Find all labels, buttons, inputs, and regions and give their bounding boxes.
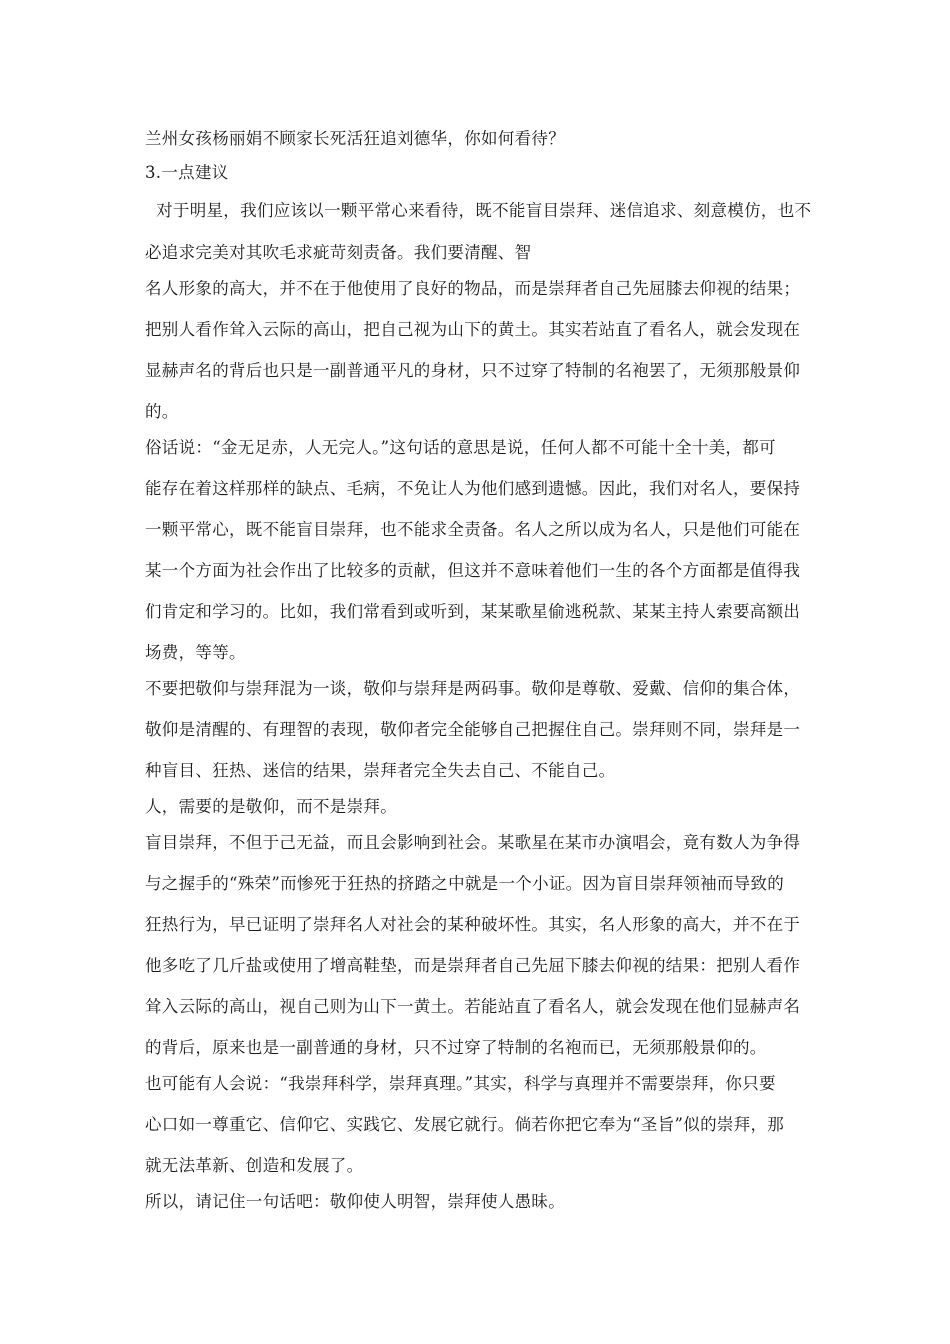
text-line-18: 人，需要的是敬仰，而不是崇拜。 (145, 797, 397, 816)
text-line-7: 显赫声名的背后也只是一副普通平凡的身材，只不过穿了特制的名袍罢了，无须那般景仰 (145, 361, 801, 380)
text-line-25: 也可能有人会说：“我崇拜科学，崇拜真理。”其实，科学与真理并不需要崇拜，你只要 (145, 1074, 776, 1093)
text-line-14: 场费，等等。 (145, 643, 246, 662)
text-line-6: 把别人看作耸入云际的高山，把自己视为山下的黄土。其实若站直了看名人，就会发现在 (145, 320, 801, 339)
text-line-3: 对于明星，我们应该以一颗平常心来看待，既不能盲目崇拜、迷信追求、刻意模仿，也不 (145, 201, 812, 220)
text-line-16: 敬仰是清醒的、有理智的表现，敬仰者完全能够自己把握住自己。崇拜则不同，崇拜是一 (145, 720, 801, 739)
text-line-1: 兰州女孩杨丽娟不顾家长死活狂追刘德华，你如何看待？ (145, 129, 565, 148)
text-line-20: 与之握手的“殊荣”而惨死于狂热的挤踏之中就是一个小证。因为盲目崇拜领袖而导致的 (145, 874, 785, 893)
text-line-11: 一颗平常心，既不能盲目崇拜，也不能求全责备。名人之所以成为名人，只是他们可能在 (145, 520, 801, 539)
text-line-4: 必追求完美对其吹毛求疵苛刻责备。我们要清醒、智 (145, 243, 532, 262)
text-line-15: 不要把敬仰与崇拜混为一谈，敬仰与崇拜是两码事。敬仰是尊敬、爱戴、信仰的集合体， (145, 679, 801, 698)
section-heading: 3.一点建议 (145, 163, 229, 182)
text-line-26: 心口如一尊重它、信仰它、实践它、发展它就行。倘若你把它奉为“圣旨”似的崇拜，那 (145, 1115, 785, 1134)
text-line-21: 狂热行为，早已证明了崇拜名人对社会的某种破坏性。其实，名人形象的高大，并不在于 (145, 915, 801, 934)
text-line-27: 就无法革新、创造和发展了。 (145, 1156, 364, 1175)
text-line-12: 某一个方面为社会作出了比较多的贡献，但这并不意味着他们一生的各个方面都是值得我 (145, 561, 801, 580)
text-line-13: 们肯定和学习的。比如，我们常看到或听到，某某歌星偷逃税款、某某主持人索要高额出 (145, 602, 801, 621)
text-line-5: 名人形象的高大，并不在于他使用了良好的物品，而是崇拜者自己先屈膝去仰视的结果； (145, 279, 801, 298)
text-line-8: 的。 (145, 402, 179, 421)
text-line-23: 耸入云际的高山，视自己则为山下一黄土。若能站直了看名人，就会发现在他们显赫声名 (145, 997, 801, 1016)
text-line-9: 俗话说：“金无足赤，人无完人。”这句话的意思是说，任何人都不可能十全十美，都可 (145, 438, 776, 457)
text-line-24: 的背后，原来也是一副普通的身材，只不过穿了特制的名袍而已，无须那般景仰的。 (145, 1038, 767, 1057)
text-line-10: 能存在着这样那样的缺点、毛病，不免让人为他们感到遗憾。因此，我们对名人，要保持 (145, 479, 801, 498)
text-line-19: 盲目崇拜，不但于己无益，而且会影响到社会。某歌星在某市办演唱会，竟有数人为争得 (145, 833, 801, 852)
text-line-28: 所以，请记住一句话吧：敬仰使人明智，崇拜使人愚昧。 (145, 1192, 565, 1211)
text-line-17: 种盲目、狂热、迷信的结果，崇拜者完全失去自己、不能自己。 (145, 761, 616, 780)
text-line-22: 他多吃了几斤盐或使用了增高鞋垫，而是崇拜者自己先屈下膝去仰视的结果：把别人看作 (145, 956, 801, 975)
